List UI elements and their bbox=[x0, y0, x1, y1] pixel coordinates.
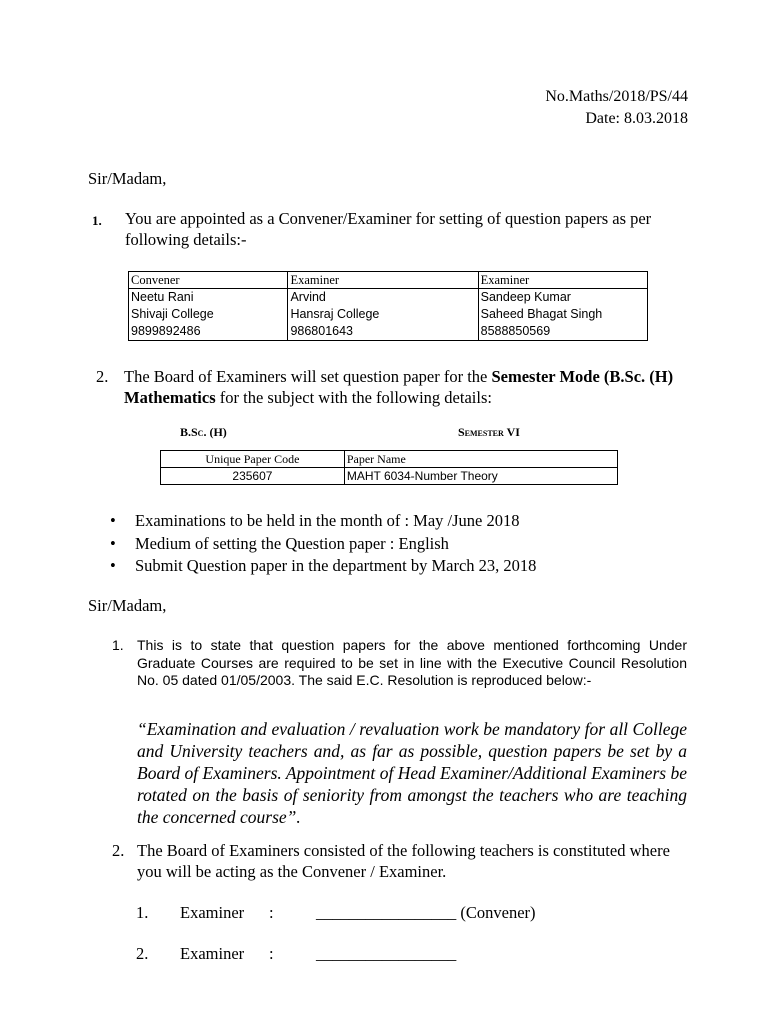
list-item-text: Medium of setting the Question paper : English bbox=[135, 533, 449, 553]
table-header: Unique Paper Code bbox=[161, 451, 345, 468]
bullet-icon: • bbox=[110, 556, 116, 575]
text-segment: The Board of Examiners will set question paper for the bbox=[124, 367, 492, 386]
item-label: Examiner bbox=[180, 903, 245, 922]
reference-number: No.Maths/2018/PS/44 bbox=[545, 88, 688, 105]
paragraph-number: 1. bbox=[92, 213, 102, 228]
list-item-text: Examinations to be held in the month of : May /June 2018 bbox=[135, 511, 520, 530]
examiner-1-phone: 986801643 bbox=[290, 324, 354, 338]
item-number: 1. bbox=[136, 903, 149, 922]
paragraph-text: The Board of Examiners consisted of the following teachers is constituted where you will be acting as the Convener / Examiner. bbox=[137, 841, 670, 881]
paper-table bbox=[160, 450, 618, 485]
table-row bbox=[129, 289, 648, 341]
blank-line: _________________ (Convener) bbox=[316, 903, 536, 922]
table-cell bbox=[288, 289, 478, 341]
table-row bbox=[161, 451, 618, 468]
examiner-1-college: Hansraj College bbox=[290, 307, 380, 321]
list-item bbox=[136, 943, 636, 965]
table-header: Examiner bbox=[478, 272, 647, 289]
list-item bbox=[110, 533, 670, 556]
paper-code: 235607 bbox=[161, 468, 345, 485]
list-item bbox=[110, 555, 670, 578]
bullet-icon: • bbox=[110, 511, 116, 530]
course-mode: Semester Mode (B.Sc. (H) Mathematics bbox=[124, 367, 674, 407]
convener-college: Shivaji College bbox=[131, 307, 214, 321]
resolution-quote: “Examination and evaluation / revaluation work be mandatory for all College and University teachers and, as far as possible, question papers be set by a Board of Examiners. Appointment of Head Examiner/Additional Examiners be rotated on the basis of seniority from amongst the teachers who are teaching the concerned course”. bbox=[137, 719, 687, 827]
table-header: Paper Name bbox=[344, 451, 617, 468]
table-header: Examiner bbox=[288, 272, 478, 289]
bullet-icon: • bbox=[110, 533, 116, 553]
letter-date: Date: 8.03.2018 bbox=[585, 110, 688, 127]
list-item bbox=[110, 510, 670, 533]
course-label: B.Sc. (H) bbox=[180, 425, 227, 439]
item-colon: : bbox=[269, 903, 274, 922]
table-header: Convener bbox=[129, 272, 288, 289]
blank-line: _________________ bbox=[316, 944, 457, 963]
convener-name: Neetu Rani bbox=[131, 290, 194, 304]
reference-block bbox=[545, 86, 688, 130]
table-cell bbox=[129, 289, 288, 341]
semester-label: Semester VI bbox=[458, 425, 520, 439]
paragraph-number: 1. bbox=[112, 637, 124, 653]
table-row bbox=[161, 468, 618, 485]
list-item bbox=[136, 902, 636, 924]
table-row bbox=[129, 272, 648, 289]
details-list bbox=[110, 510, 670, 578]
examiner-1-name: Arvind bbox=[290, 290, 326, 304]
convener-phone: 9899892486 bbox=[131, 324, 201, 338]
examiner-table bbox=[128, 271, 648, 341]
salutation: Sir/Madam, bbox=[88, 169, 167, 188]
paragraph-text: You are appointed as a Convener/Examiner for setting of question papers as per following details:- bbox=[125, 209, 652, 249]
text-segment: for the subject with the following details: bbox=[215, 388, 492, 407]
item-number: 2. bbox=[136, 944, 149, 963]
paragraph-text bbox=[124, 366, 706, 408]
examiner-2-college: Saheed Bhagat Singh bbox=[480, 307, 603, 321]
paragraph-text: This is to state that question papers for the above mentioned forthcoming Under Graduate Courses are required to be set in line with the Executive Council Resolution No. 05 dated 01/05/2003. The said E.C. Resolution is reproduced below:- bbox=[137, 637, 687, 688]
salutation: Sir/Madam, bbox=[88, 596, 167, 615]
paragraph-number: 2. bbox=[96, 367, 109, 386]
table-cell bbox=[478, 289, 647, 341]
item-colon: : bbox=[269, 944, 274, 963]
paragraph-number: 2. bbox=[112, 841, 125, 860]
examiner-2-name: Sandeep Kumar bbox=[480, 290, 571, 304]
examiner-2-phone: 8588850569 bbox=[480, 324, 551, 338]
item-label: Examiner bbox=[180, 944, 245, 963]
list-item-text: Submit Question paper in the department by March 23, 2018 bbox=[135, 556, 537, 575]
paper-name: MAHT 6034-Number Theory bbox=[344, 468, 617, 485]
